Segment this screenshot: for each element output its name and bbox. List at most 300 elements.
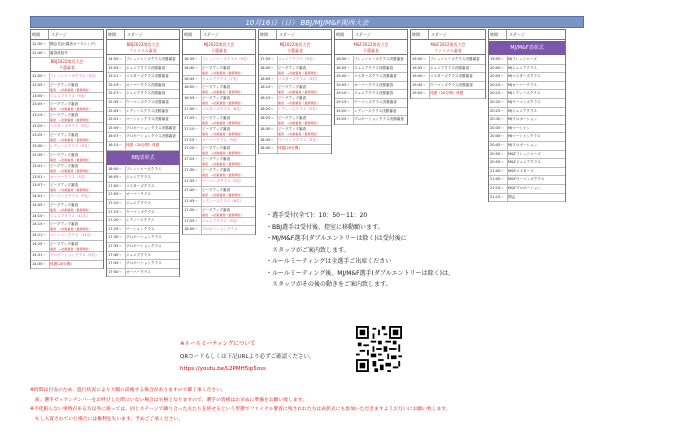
row-time: 19:50～: [412, 91, 426, 96]
row-subtext: 審査 →比較審査（最新順位）: [202, 131, 244, 136]
stage-header: ステージ: [127, 32, 143, 37]
row-stage: ピープアップ審査: [278, 115, 307, 120]
schedule-row: [259, 56, 331, 65]
row-stage: マスターズクラス（8名）: [202, 107, 244, 112]
row-time: 12:30～: [32, 42, 46, 46]
row-subtext: 審査 →比較審査（最新順位）: [50, 107, 92, 112]
qr-code-icon[interactable]: [356, 326, 402, 372]
row-time: 18:00～: [184, 227, 198, 232]
row-time: 17:35～: [184, 179, 198, 184]
schedule-row: [183, 106, 255, 115]
schedule-row: [107, 191, 179, 200]
schedule-row: [335, 56, 407, 65]
row-subtext: 審査 →比較審査（最新順位）: [50, 207, 92, 212]
schedule-row: [31, 232, 103, 241]
schedule-row: [107, 260, 179, 269]
time-header: 時間: [259, 30, 277, 39]
column-header: [411, 30, 485, 40]
schedule-row: [183, 198, 255, 207]
row-time: 12:50～: [32, 74, 46, 79]
row-time: 16:50～: [184, 85, 198, 90]
schedule-row: [489, 176, 565, 185]
row-stage: ピープアップ審査: [50, 183, 79, 188]
row-time: 13:20～: [32, 124, 46, 129]
schedule-row: [335, 90, 407, 99]
row-subtext: 審査 →比較審査（最新順位）: [50, 247, 92, 251]
schedule-row: [259, 126, 331, 137]
row-stage: 休憩(20分間): [50, 261, 72, 266]
schedule-row: [411, 73, 485, 82]
row-subtext: 審査 →比較審査（最新順位）: [50, 188, 92, 193]
schedule-row: [489, 185, 565, 194]
row-time: 21:05～: [490, 177, 504, 182]
schedule-row: [489, 73, 565, 82]
stage-header: ステージ: [203, 32, 219, 37]
row-stage: ウーマンズクラス決勝審査: [354, 100, 397, 104]
schedule-row: [31, 112, 103, 123]
schedule-row: [259, 95, 331, 106]
row-time: 15:59～: [108, 125, 122, 130]
row-time: 17:00～: [108, 183, 122, 188]
row-subtext: 審査 →比較審査（最新順位）: [278, 101, 320, 106]
footer-line: ※時間は目安のため、進行状況により大幅に前後する場合がありますので御了承ください。: [30, 388, 226, 393]
row-stage: ジュニアクラス（7名）: [202, 76, 240, 81]
section-header: MJ2022関西大会 予選審査: [183, 41, 255, 55]
row-time: 17:45～: [108, 261, 122, 266]
row-stage: ウーマンズクラス（9名）: [50, 194, 92, 199]
schedule-row: [107, 200, 179, 209]
row-time: 15:27～: [108, 91, 122, 96]
schedule-row: [259, 65, 331, 76]
row-stage: ピープアップ審査: [202, 115, 231, 120]
row-stage: オーバークラス（9名）: [202, 137, 240, 142]
schedule-row: [107, 142, 179, 151]
row-time: 19:40～: [412, 74, 426, 79]
schedule-row: [183, 115, 255, 126]
schedule-row: [259, 76, 331, 85]
footer-line: 尚、選手ゼッケンナンバーをお呼びした際にいない場合は失格となりますので、選手の皆様はお早めに準備をお願い致します。: [30, 397, 307, 403]
stage-header: ステージ: [431, 32, 447, 37]
section-header: BBJ2022関西大会 ファイナル審査: [107, 41, 179, 55]
schedule-row: [183, 137, 255, 146]
row-stage: レディースクラス決勝審査: [354, 108, 397, 113]
row-subtext: 審査 →比較審査（最新順位）: [278, 120, 320, 125]
row-stage: ウーマンズクラス（5名）: [278, 137, 320, 142]
row-stage: オーバークラス決勝審査: [126, 82, 166, 87]
time-header: 時間: [107, 30, 125, 39]
schedule-row: [489, 65, 565, 74]
row-time: 19:25～: [336, 117, 350, 122]
row-time: 21:10～: [490, 186, 504, 190]
row-stage: マーシャンクラス決勝審査: [126, 117, 169, 122]
row-time: 19:05～: [336, 82, 350, 87]
row-stage: MJプロポーション: [508, 143, 538, 147]
row-stage: ウーマンズクラス: [126, 209, 155, 214]
row-time: 17:50～: [108, 269, 122, 274]
section-header: BBJ2022関西大会 予選審査: [31, 58, 103, 72]
row-time: 17:15～: [108, 209, 122, 214]
note-line: ・ルールミーティングは全選手ご出席ください: [266, 258, 392, 265]
schedule-row: [183, 56, 255, 65]
stage-header: ステージ: [355, 32, 371, 37]
schedule-row: [31, 252, 103, 261]
row-time: 14:15～: [32, 222, 46, 227]
row-subtext: 審査 →比較審査（最新順位）: [202, 173, 244, 178]
row-time: 17:15～: [184, 137, 198, 142]
row-stage: マスターズクラス（5名）: [50, 124, 92, 129]
time-header: 時間: [489, 30, 507, 39]
row-stage: ピープアップ審査: [278, 85, 307, 90]
row-time: 14:35～: [32, 261, 46, 266]
schedule-row: [31, 73, 103, 82]
row-time: 17:55～: [184, 218, 198, 223]
row-stage: ジュニアクラス（11名）: [50, 213, 91, 218]
row-stage: ピープアップ審査: [278, 126, 307, 131]
schedule-row: [107, 226, 179, 235]
row-stage: ウーマンズクラス（5名）: [202, 179, 244, 184]
row-stage: ジュニアクラス: [126, 175, 151, 180]
note-line: ・ルールミーティング後、MJ/M&F選手(ダブルエントリーは除く)は、: [266, 269, 454, 277]
row-time: 19:15～: [336, 100, 350, 104]
schedule-column: [106, 29, 180, 277]
schedule-row: [259, 137, 331, 146]
row-time: 13:00～: [32, 93, 46, 98]
row-stage: フレッシャーズクラス決勝審査: [126, 57, 176, 61]
row-time: 20:30～: [490, 117, 504, 122]
row-stage: ピープアップ審査: [278, 96, 307, 101]
row-subtext: 審査 →比較審査（最新順位）: [202, 212, 244, 217]
row-time: 16:50～: [108, 166, 122, 171]
schedule-row: [259, 115, 331, 126]
schedule-row: [259, 145, 331, 154]
schedule-row: [31, 41, 103, 50]
time-header: 時間: [411, 30, 429, 39]
row-time: 21:00～: [490, 168, 504, 173]
row-stage: マーシャンクラス: [126, 226, 155, 231]
row-stage: ピープアップ審査: [202, 168, 231, 173]
section-header: MJ2022関西大会 予選審査: [259, 41, 331, 55]
row-subtext: 審査 →比較審査（最新順位）: [202, 70, 244, 75]
schedule-row: [107, 243, 179, 252]
row-stage: 休憩(20分間): [278, 146, 300, 151]
row-time: 18:25～: [260, 115, 274, 120]
schedule-row: [31, 193, 103, 202]
row-time: 12:55～: [32, 82, 46, 87]
row-subtext: 審査 →比較審査（最新順位）: [278, 90, 320, 95]
schedule-row: [489, 99, 565, 108]
row-stage: M&Fプロポーション: [508, 186, 541, 190]
row-time: 19:10～: [336, 91, 350, 96]
row-stage: レディースクラス: [126, 218, 155, 223]
row-time: 20:15～: [490, 91, 504, 96]
reception-notes: [266, 210, 454, 291]
row-stage: ピープアップ審査: [50, 102, 79, 107]
row-stage: ピープアップ審査: [202, 96, 231, 101]
row-stage: マスターズクラス決勝審査: [354, 74, 397, 79]
row-stage: オーバークラス: [126, 192, 151, 197]
row-stage: ピープアップ審査: [202, 126, 231, 131]
row-time: 20:20～: [490, 100, 504, 104]
schedule-row: [107, 90, 179, 99]
row-stage: ピープアップ審査: [50, 152, 79, 157]
row-time: 17:05～: [108, 192, 122, 197]
schedule-row: [107, 166, 179, 175]
schedule-row: [489, 142, 565, 151]
stage-header: ステージ: [509, 32, 525, 37]
schedule-row: [107, 65, 179, 74]
row-stage: レディースクラス（9名）: [50, 144, 92, 148]
row-time: 16:45～: [184, 76, 198, 81]
row-time: 20:55～: [490, 160, 504, 165]
row-stage: ピープアップ審査: [202, 146, 231, 151]
row-stage: プロポーションクラス（9名）: [50, 253, 99, 257]
row-time: 15:51～: [108, 117, 122, 122]
row-stage: ジュニアクラス決勝審査: [430, 65, 470, 70]
row-stage: ピープアップ審査: [50, 133, 79, 137]
row-time: 19:00～: [336, 74, 350, 79]
rule-meeting-heading: ※ルールミーティングについて: [180, 341, 256, 347]
schedule-row: [489, 151, 565, 160]
schedule-row: [107, 82, 179, 91]
stage-header: ステージ: [279, 32, 295, 37]
schedule-row: [335, 99, 407, 108]
row-time: 16:40～: [184, 65, 198, 70]
note-line: ・BBJ選手は受付後、控室に移動願います。: [266, 223, 384, 231]
row-time: 13:35～: [32, 152, 46, 157]
row-time: 17:10～: [108, 201, 122, 205]
row-stage: フレッシャーズクラス: [126, 166, 162, 171]
row-stage: マーシャンクラス（11名）: [50, 233, 94, 238]
row-stage: ピープアップ審査: [202, 65, 231, 70]
row-time: 13:14～: [32, 113, 46, 118]
schedule-row: [31, 123, 103, 132]
column-header: [107, 30, 179, 40]
row-time: 13:51～: [32, 174, 46, 179]
ceremony-header: BBJ表彰式: [107, 151, 179, 165]
row-time: 14:10～: [32, 213, 46, 218]
schedule-row: [489, 56, 565, 65]
row-stage: ジュニアクラス（5名）: [202, 218, 240, 223]
row-stage: マスターズクラス: [126, 183, 155, 188]
row-time: 16:55～: [108, 175, 122, 180]
row-subtext: 審査 →比較審査（最新順位）: [278, 70, 320, 75]
row-stage: プロポーションクラス決勝審査: [126, 134, 176, 139]
schedule-column: [182, 29, 256, 235]
row-time: 16:07～: [108, 134, 122, 139]
schedule-column: [334, 29, 408, 125]
schedule-row: [183, 218, 255, 227]
schedule-row: [489, 133, 565, 142]
row-stage: フレッシャーズクラス決勝審査: [430, 57, 480, 61]
schedule-row: [489, 194, 565, 203]
schedule-row: [107, 183, 179, 192]
column-header: [31, 30, 103, 40]
rule-meeting-text: QRコードもしくは下記URLより必ずご確認ください。: [180, 353, 315, 360]
row-time: 17:50～: [184, 207, 198, 212]
ceremony-header: MJ/M&F表彰式: [489, 41, 565, 55]
note-line: ・MJ/M&F選手(ダブルエントリーは除く)は受付後に: [266, 235, 407, 242]
row-time: 13:41～: [32, 163, 46, 168]
schedule-row: [107, 252, 179, 261]
row-subtext: 審査 →比較審査（最新順位）: [202, 193, 244, 197]
row-time: 18:05～: [260, 76, 274, 81]
row-subtext: 審査 →比較審査（最新順位）: [50, 138, 92, 142]
row-time: 14:21～: [32, 233, 46, 238]
schedule-row: [489, 159, 565, 168]
row-time: 19:45～: [412, 82, 426, 87]
row-subtext: 審査 →比較審査（最新順位）: [50, 168, 92, 173]
row-time: 18:10～: [260, 85, 274, 90]
row-stage: 閉会: [508, 194, 516, 199]
row-time: 14:55～: [108, 57, 122, 61]
schedule-row: [107, 217, 179, 226]
row-subtext: 審査 →比較審査（最新順位）: [202, 120, 244, 125]
row-time: 19:55～: [490, 57, 504, 61]
schedule-row: [107, 108, 179, 117]
schedule-row: [31, 152, 103, 163]
row-stage: ピープアップ審査: [50, 113, 79, 118]
schedule-row: [259, 106, 331, 115]
row-time: 17:10～: [184, 126, 198, 131]
row-stage: マスターズクラス決勝審査: [126, 74, 169, 79]
row-time: 17:45～: [184, 199, 198, 203]
row-time: 16:35～: [184, 57, 198, 61]
row-time: 20:40～: [490, 134, 504, 139]
row-stage: レディースクラス（5名）: [278, 107, 320, 112]
row-time: 17:55～: [260, 57, 274, 61]
row-time: 18:35～: [260, 137, 274, 142]
schedule-row: [107, 209, 179, 218]
row-time: 18:15～: [260, 96, 274, 101]
row-stage: ジュニアクラス: [126, 252, 151, 257]
row-time: 19:35～: [412, 65, 426, 70]
row-stage: MJオーバークラス: [508, 82, 538, 87]
schedule-row: [411, 56, 485, 65]
row-time: 16:15～: [108, 143, 122, 147]
row-stage: M&Fウーマンズクラス: [508, 177, 545, 182]
row-stage: フレッシャーズクラス（9名）: [50, 74, 99, 79]
schedule-row: [107, 73, 179, 82]
row-stage: プロポーションクラス決勝審査: [354, 117, 404, 122]
footer-notes: [30, 386, 450, 424]
row-subtext: 審査 →比較審査（最新順位）: [202, 90, 244, 95]
schedule-row: [107, 116, 179, 125]
row-time: 15:35～: [108, 100, 122, 104]
row-subtext: 審査 →比較審査（最新順位）: [202, 151, 244, 156]
row-time: 17:40～: [184, 188, 198, 192]
row-stage: ジュニアクラス決勝審査: [354, 91, 394, 96]
schedule-row: [259, 84, 331, 95]
row-time: 17:40～: [108, 252, 122, 257]
row-time: 17:20～: [184, 146, 198, 151]
row-stage: ピープアップ審査: [278, 65, 307, 70]
schedule-row: [31, 132, 103, 143]
row-time: 17:25～: [108, 226, 122, 231]
row-stage: ピープアップ審査: [202, 85, 231, 90]
schedule-row: [31, 182, 103, 193]
row-stage: オーバークラス決勝審査: [354, 82, 394, 87]
row-time: 15:11～: [108, 74, 122, 79]
row-stage: プロポーションクラス: [126, 244, 162, 248]
row-stage: MJウーマンズクラス: [508, 100, 541, 104]
schedule-row: [183, 226, 255, 235]
schedule-row: [107, 133, 179, 142]
row-stage: MJマーシャンクラス: [508, 134, 541, 139]
row-time: 18:00～: [260, 65, 274, 70]
row-stage: ピープアップ審査: [50, 82, 79, 87]
row-time: 14:01～: [32, 194, 46, 199]
row-time: 20:05～: [490, 74, 504, 79]
row-time: 13:05～: [32, 102, 46, 107]
row-stage: ジュニアクラス決勝審査: [126, 91, 166, 96]
note-line: ・選手受付(全て)：10：50～11：20: [266, 212, 368, 219]
row-time: 14:25～: [32, 242, 46, 246]
schedule-column: [30, 29, 104, 269]
schedule-row: [31, 174, 103, 183]
row-stage: ピープアップ審査: [202, 157, 231, 162]
row-time: 20:10～: [490, 82, 504, 87]
row-time: 13:30～: [32, 144, 46, 148]
row-time: 17:30～: [108, 235, 122, 240]
schedule-row: [335, 82, 407, 91]
rule-meeting-link[interactable]: https://youtu.be/L2PMH5ip5oss: [180, 366, 266, 372]
row-stage: 審査員紹介: [50, 50, 68, 55]
section-header: M&F2022関西大会 ファイナル審査: [411, 41, 485, 55]
schedule-row: [183, 65, 255, 76]
footer-line: もし入賞されていた場合には権利を失います。予めご了承ください。: [30, 416, 184, 422]
note-line: スタッフがその後の動きをご案内致します。: [266, 281, 392, 288]
row-stage: ジュニアクラス（9名）: [50, 93, 88, 98]
row-stage: ジュニアクラス決勝審査: [126, 65, 166, 70]
section-header: M&F2022関西大会 予選審査: [335, 41, 407, 55]
row-stage: MJジュニアクラス: [508, 108, 538, 113]
schedule-column: [410, 29, 486, 99]
row-time: 15:19～: [108, 82, 122, 87]
schedule-row: [489, 90, 565, 99]
row-stage: ピープアップ審査: [50, 202, 79, 207]
schedule-row: [31, 82, 103, 93]
row-stage: ピープアップ審査: [202, 207, 231, 212]
row-stage: プロポーションクラス: [126, 261, 162, 266]
row-subtext: 審査 →比較審査（最新順位）: [50, 118, 92, 123]
schedule-row: [107, 174, 179, 183]
row-stage: マスターズクラス（5名）: [278, 76, 320, 81]
schedule-row: [107, 56, 179, 65]
row-stage: ジュニアクラス（5名）: [278, 57, 316, 61]
column-header: [335, 30, 407, 40]
row-time: 12:40～: [32, 50, 46, 55]
row-stage: フレッシャーズクラス（9名）: [202, 57, 251, 61]
schedule-row: [183, 187, 255, 198]
row-stage: プロポーションクラス決勝審査: [126, 125, 176, 130]
schedule-row: [31, 261, 103, 270]
stage-header: ステージ: [51, 32, 67, 37]
row-time: 14:05～: [32, 202, 46, 207]
row-time: 18:20～: [260, 107, 274, 112]
row-stage: フレッシャーズクラス決勝審査: [354, 57, 404, 61]
schedule-row: [183, 76, 255, 85]
schedule-row: [31, 202, 103, 213]
schedule-row: [183, 145, 255, 156]
row-stage: MJフレッシャーズ: [508, 57, 537, 61]
row-time: 20:35～: [490, 125, 504, 130]
schedule-row: [335, 65, 407, 74]
row-stage: オーバークラス: [126, 269, 151, 274]
row-stage: ジュニアクラス決勝審査: [354, 65, 394, 70]
row-stage: オーバークラス（5名）: [50, 174, 88, 179]
row-time: 17:05～: [184, 115, 198, 120]
schedule-column: [488, 29, 566, 202]
